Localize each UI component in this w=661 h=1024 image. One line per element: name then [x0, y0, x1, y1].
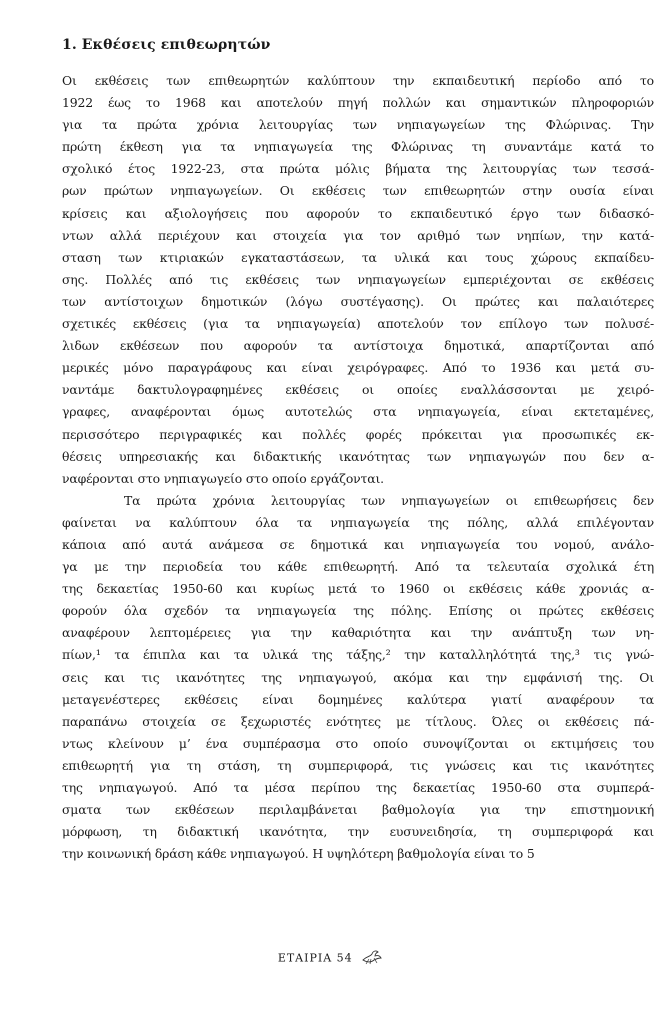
section-heading: 1. Εκθέσεις επιθεωρητών — [62, 37, 271, 53]
text-line: γραφες, αναφέρονται όμως αυτοτελώς στα νηπιαγωγεία, είναι εκτεταμένες, — [62, 404, 654, 420]
text-line: μερικές μόνο παραγράφους και είναι χειρόγραφες. Από το 1936 και μετά συ- — [62, 360, 654, 376]
body-text — [62, 70, 654, 865]
text-line: της νηπιαγωγού. Από τα μέσα περίπου της δεκαετίας 1950-60 στα συμπερά- — [62, 780, 654, 795]
text-line: περισσότερο περιγραφικές και πολλές φορές πρόκειται για προσωπικές εκ- — [62, 426, 654, 442]
text-line: λιδων εκθέσεων που αφορούν τα αντίστοιχα δημοτικά, απαρτίζονται από — [62, 338, 654, 354]
text-line: θέσεις υπηρεσιακής και διδακτικής ικανότητας των νηπιαγωγών που δεν α- — [62, 448, 654, 464]
text-line: κάποια από αυτά ανάμεσα σε δημοτικά και νηπιαγωγεία του νομού, ανάλο- — [62, 536, 654, 552]
text-line: αναφέρουν λεπτομέρειες για την καθαριότητα και την ανάπτυξη των νη- — [62, 625, 654, 641]
text-line: μόρφωση, τη διδακτική ικανότητα, την ευσυνειδησία, τη συμπεριφορά και — [62, 824, 654, 840]
text-line: γα με την περιοδεία του κάθε επιθεωρητή. Από τα τελευταία σχολικά έτη — [62, 559, 654, 575]
text-line: επιθεωρητή για τη στάση, τη συμπεριφορά, τις γνώσεις και τις ικανότητες — [62, 757, 654, 773]
text-line: ναντάμε δακτυλογραφημένες εκθέσεις οι οποίες εναλλάσσονται με χειρό- — [62, 382, 654, 398]
text-line: σχετικές εκθέσεις (για τα νηπιαγωγεία) αποτελούν τον επίλογο των πολυσέ- — [62, 316, 654, 332]
text-line: πρώτη έκθεση για τα νηπιαγωγεία της Φλώρινας τη συναντάμε κατά το — [62, 139, 654, 155]
text-line: φορούν όλα σχεδόν τα νηπιαγωγεία της πόλης. Επίσης οι πρώτες εκθέσεις — [62, 603, 654, 619]
text-line: ντως κλείνουν μ’ ένα συμπέρασμα στο οποίο συνοψίζονται οι εκτιμήσεις του — [62, 735, 654, 751]
page-number: 54 — [336, 951, 353, 965]
text-line: μεταγενέστερες εκθέσεις είναι δομημένες καλύτερα γιατί αναφέρουν τα — [62, 691, 654, 707]
footer-label: ΕΤΑΙΡΙΑ — [277, 951, 333, 965]
text-line: σταση των κτιριακών εγκαταστάσεων, τα υλικά και τους χώρους εκπαίδευ- — [62, 249, 654, 265]
text-line: Τα πρώτα χρόνια λειτουργίας των νηπιαγωγείων οι επιθεωρήσεις δεν — [124, 492, 654, 508]
text-line: φαίνεται να καλύπτουν όλα τα νηπιαγωγεία της πόλης, αλλά επιλέγονταν — [62, 514, 654, 530]
text-line: ναφέρονται στο νηπιαγωγείο στο οποίο εργάζονται. — [62, 470, 384, 486]
text-line: παραπάνω στοιχεία σε ξεχωριστές ενότητες με τίτλους. Όλες οι εκθέσεις πά- — [62, 713, 654, 729]
paragraph-1 — [62, 70, 654, 490]
text-line: την κοινωνική δράση κάθε νηπιαγωγού. Η υψηλότερη βαθμολογία είναι το 5 — [62, 846, 535, 862]
text-line: 1922 έως το 1968 και αποτελούν πηγή πολλών και σημαντικών πληροφοριών — [62, 95, 654, 111]
paragraph-2 — [62, 490, 654, 866]
text-line: σεις και τις ικανότητες της νηπιαγωγού, ακόμα και την εμφάνισή της. Οι — [62, 669, 654, 685]
text-line: κρίσεις και αξιολογήσεις που αφορούν το εκπαιδευτικό έργο των διδασκό- — [62, 205, 654, 221]
text-line: πίων,¹ τα έπιπλα και τα υλικά της τάξης,² την καταλληλότητά της,³ τις γνώ- — [62, 647, 654, 663]
text-line: Οι εκθέσεις των επιθεωρητών καλύπτουν την εκπαιδευτική περίοδο από το — [62, 73, 654, 88]
text-line: των αντίστοιχων δημοτικών (λόγω συστέγασης). Οι πρώτες και παλαιότερες — [62, 293, 654, 309]
page-footer — [0, 948, 661, 969]
text-line: σης. Πολλές από τις εκθέσεις των νηπιαγωγείων εμπεριέχονται σε εκθέσεις — [62, 271, 654, 287]
text-line: σματα των εκθέσεων περιλαμβάνεται βαθμολογία για την επιστημονική — [62, 802, 654, 818]
text-line: σχολικό έτος 1922-23, στα πρώτα μόλις βήματα της λειτουργίας των τεσσά- — [62, 161, 654, 177]
text-line: ντων αλλά περιέχουν και στοιχεία για τον αριθμό των νηπίων, την κατά- — [62, 227, 654, 243]
text-line: της δεκαετίας 1950-60 και κυρίως μετά το 1960 οι εκθέσεις κάθε χρονιάς α- — [62, 581, 654, 597]
bird-ornament-icon — [361, 948, 383, 969]
text-line: για τα πρώτα χρόνια λειτουργίας των νηπιαγωγείων της Φλώρινας. Την — [62, 117, 654, 133]
text-line: ρων πρώτων νηπιαγωγείων. Οι εκθέσεις των επιθεωρητών στην ουσία είναι — [62, 183, 654, 199]
